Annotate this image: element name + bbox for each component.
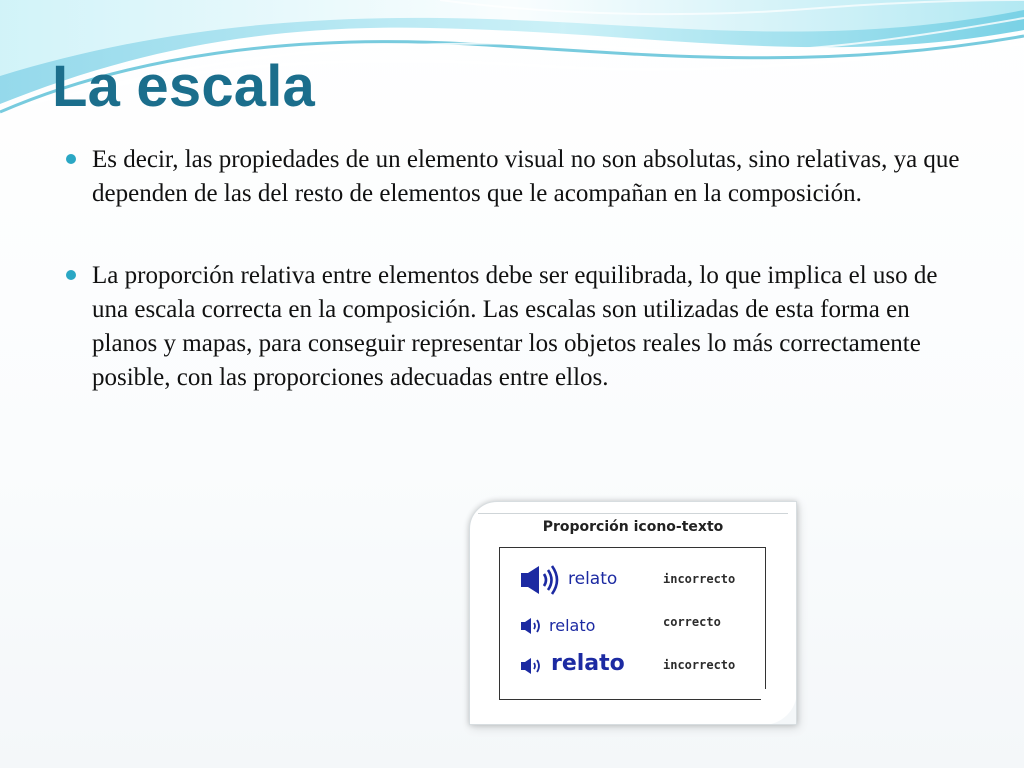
row-status: incorrecto bbox=[663, 658, 736, 672]
bullet-dot-icon bbox=[66, 270, 76, 280]
bullet-text: La proporción relativa entre elementos debe ser equilibrada, lo que implica el uso de una escala correcta en la composición. Las escalas son utilizadas de esta forma en planos y mapas, para conseguir representar los objetos reales lo más correctamente posible, con las proporciones adecuadas entre ellos. bbox=[92, 262, 938, 391]
bullet-dot-icon bbox=[66, 154, 76, 164]
speaker-icon bbox=[520, 616, 544, 636]
figure-table-box bbox=[499, 547, 766, 700]
figure-top-rule bbox=[478, 513, 788, 514]
bullet-list bbox=[66, 143, 966, 443]
figure-title: Proporción icono-texto bbox=[542, 519, 724, 535]
figure-row bbox=[500, 559, 765, 599]
proportion-figure bbox=[469, 501, 797, 725]
figure-rounded-corner bbox=[761, 689, 797, 725]
speaker-icon bbox=[520, 656, 544, 676]
row-status: correcto bbox=[663, 615, 721, 629]
bullet-item bbox=[66, 259, 966, 395]
bullet-text: Es decir, las propiedades de un elemento visual no son absolutas, sino relativas, ya que dependen de las del resto de elementos que le acompañan en la composición. bbox=[92, 146, 960, 207]
slide-title: La escala bbox=[52, 54, 315, 119]
icon-label: relato bbox=[568, 569, 618, 589]
figure-row bbox=[500, 650, 765, 690]
icon-label: relato bbox=[549, 616, 596, 635]
figure-row bbox=[500, 608, 765, 648]
row-status: incorrecto bbox=[663, 572, 736, 586]
icon-label: relato bbox=[551, 651, 625, 676]
speaker-icon bbox=[520, 563, 560, 597]
bullet-item bbox=[66, 143, 966, 211]
